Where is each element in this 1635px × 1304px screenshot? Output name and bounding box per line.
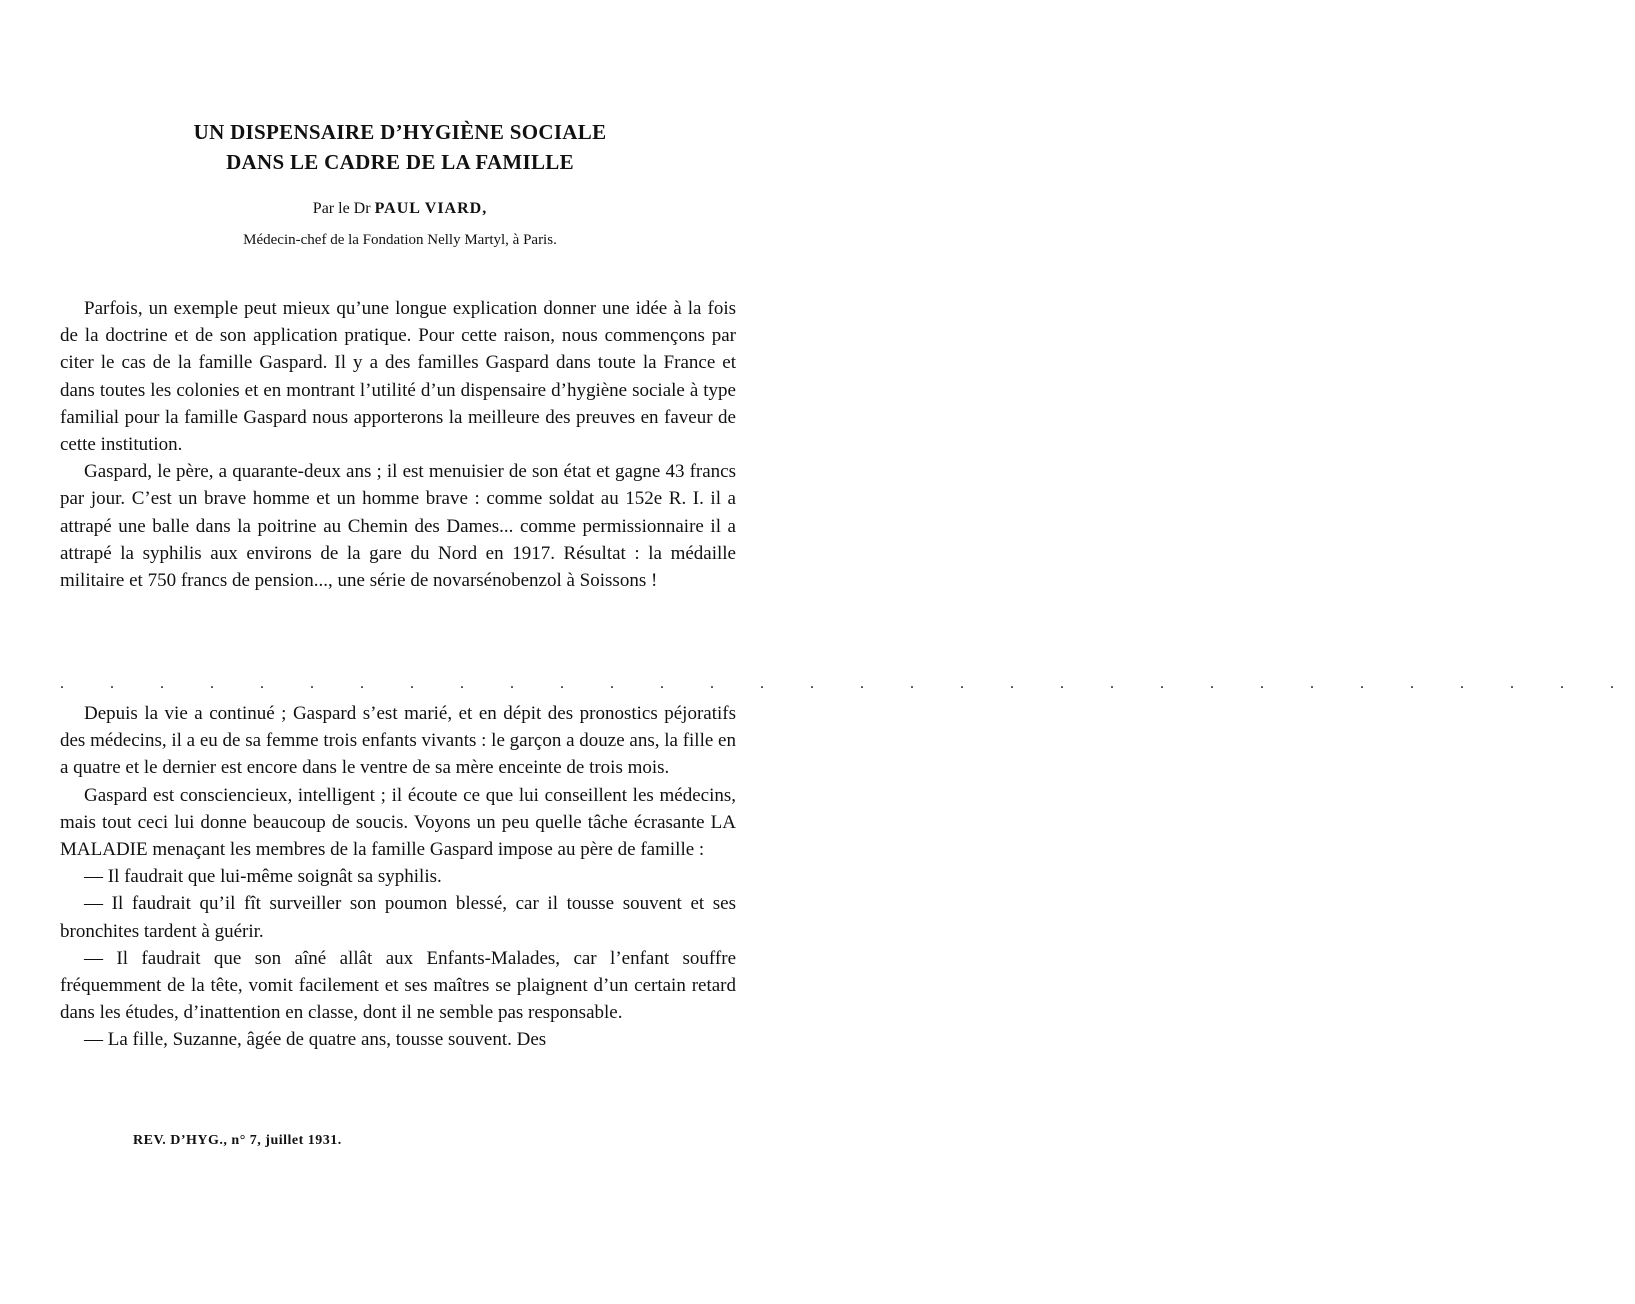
paragraph: Parfois, un exemple peut mieux qu’une longue explication donner une idée à la fois de la doctrine et de son application pratique. Pour cette raison, nous commençons par citer le cas de la famille Gaspard. Il y a des familles Gaspard dans toute la France et dans toutes les colonies et en montrant l’utilité d’un dispensaire d’hygiène sociale à type familial pour la famille Gaspard nous apporterons la meilleure des preuves en faveur de cette institution. <box>60 298 736 456</box>
body-text-top <box>60 295 736 594</box>
body-text-bottom <box>60 700 736 1054</box>
author-name: PAUL VIARD, <box>374 200 488 217</box>
byline <box>0 200 800 218</box>
journal-footer: REV. D’HYG., n° 7, juillet 1931. <box>133 1133 342 1148</box>
paragraph: Gaspard, le père, a quarante-deux ans ; il est menuisier de son état et gagne 43 francs par jour. C’est un brave homme et un homme brave : comme soldat au 152e R. I. il a attrapé une balle dans la poitrine au Chemin des Dames... comme permissionnaire il a attrapé la syphilis aux environs de la gare du Nord en 1917. Résultat : la médaille militaire et 750 francs de pension..., une série de novarsénobenzol à Soissons ! <box>60 461 736 592</box>
byline-prefix: Par le Dr <box>312 200 371 217</box>
paragraph: — Il faudrait que son aîné allât aux Enfants-Malades, car l’enfant souffre fréquemment de la tête, vomit facilement et ses maîtres se plaignent d’un certain retard dans les études, d’inattention en classe, dont il ne semble pas responsable. <box>60 947 736 1024</box>
paragraph: Gaspard est consciencieux, intelligent ; il écoute ce que lui conseillent les médecins, mais tout ceci lui donne beaucoup de soucis. Voyons un peu quelle tâche écrasante LA MALADIE menaçant les membres de la famille Gaspard impose au père de famille : <box>60 784 736 861</box>
author-affiliation: Médecin-chef de la Fondation Nelly Martyl, à Paris. <box>243 232 557 248</box>
article-title-line-2: DANS LE CADRE DE LA FAMILLE <box>226 150 574 174</box>
article-title-line-1: UN DISPENSAIRE D’HYGIÈNE SOCIALE <box>193 120 607 144</box>
section-separator: . . . . . . . . . . . . . . . . . . . . . . . . . . . . . . . . <box>60 675 1635 692</box>
paragraph: — La fille, Suzanne, âgée de quatre ans, tousse souvent. Des <box>84 1029 547 1051</box>
paragraph: — Il faudrait qu’il fît surveiller son poumon blessé, car il tousse souvent et ses bronchites tardent à guérir. <box>60 893 736 942</box>
paragraph: Depuis la vie a continué ; Gaspard s’est marié, et en dépit des pronostics péjoratifs des médecins, il a eu de sa femme trois enfants vivants : le garçon a douze ans, la fille en a quatre et le dernier est encore dans le ventre de sa mère enceinte de trois mois. <box>60 703 736 779</box>
paragraph: — Il faudrait que lui-même soignât sa syphilis. <box>84 866 442 888</box>
